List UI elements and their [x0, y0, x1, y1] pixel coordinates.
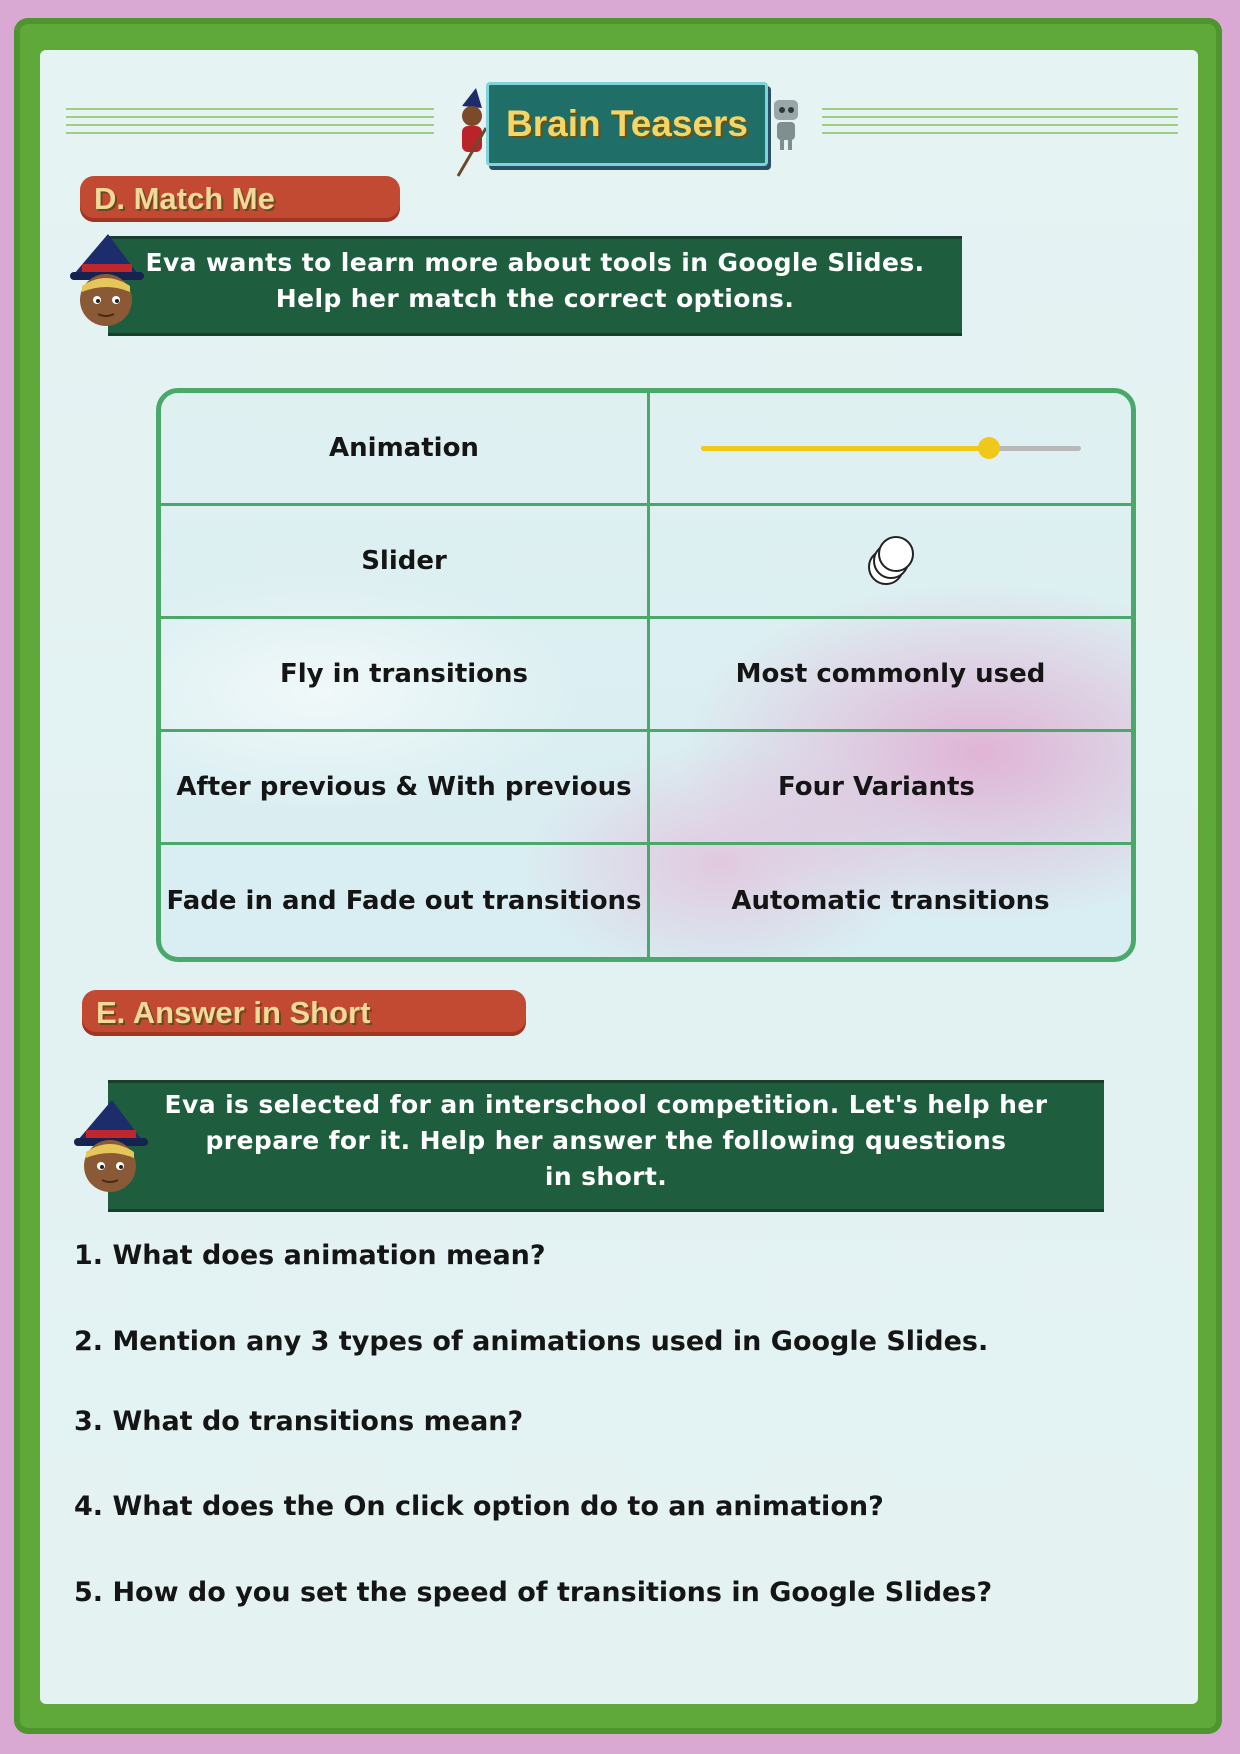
instruction-line: prepare for it. Help her answer the following questions — [205, 1126, 1007, 1155]
slider-knob — [978, 437, 1000, 459]
match-right-cell — [650, 506, 1131, 616]
section-d-tag — [80, 176, 400, 222]
match-left-cell: Fade in and Fade out transitions — [166, 886, 642, 916]
match-right-cell: Four Variants — [778, 772, 975, 802]
match-table — [156, 388, 1136, 962]
question-item: 1. What does animation mean? — [74, 1240, 546, 1271]
match-left-cell: Slider — [361, 546, 447, 576]
instruction-line: Eva wants to learn more about tools in Google Slides. — [145, 248, 925, 277]
section-d-instructions — [108, 236, 962, 336]
slider-fill — [701, 446, 990, 451]
instruction-line: Eva is selected for an interschool competition. Let's help her — [164, 1090, 1048, 1119]
table-row — [161, 393, 1131, 506]
section-e-instructions — [108, 1080, 1104, 1212]
question-item: 4. What does the On click option do to an animation? — [74, 1491, 884, 1522]
eva-face-icon — [68, 1100, 152, 1196]
section-e-tag — [82, 990, 526, 1036]
table-row — [161, 732, 1131, 845]
instruction-line: in short. — [544, 1162, 668, 1191]
match-left-cell: Animation — [329, 433, 479, 463]
section-d-title: D. Match Me — [94, 181, 275, 216]
banner-title: Brain Teasers — [506, 103, 748, 144]
instruction-line: Help her match the correct options. — [275, 284, 795, 313]
stacked-circles-icon — [861, 529, 921, 593]
question-item: 2. Mention any 3 types of animations used in Google Slides. — [74, 1326, 989, 1357]
match-left-cell: Fly in transitions — [279, 659, 529, 689]
robot-mascot-icon — [766, 96, 806, 152]
header-rule-left — [66, 108, 434, 144]
eva-face-icon — [64, 234, 148, 330]
question-item: 5. How do you set the speed of transitions in Google Slides? — [74, 1577, 993, 1608]
section-e-title: E. Answer in Short — [96, 995, 371, 1030]
header-rule-right — [822, 108, 1178, 144]
table-row — [161, 506, 1131, 619]
table-row — [161, 619, 1131, 732]
match-right-cell: Automatic transitions — [731, 886, 1050, 916]
match-right-cell: Most commonly used — [735, 659, 1046, 689]
table-row — [161, 845, 1131, 957]
match-left-cell: After previous & With previous — [176, 772, 632, 802]
question-item: 3. What do transitions mean? — [74, 1406, 524, 1437]
brain-teasers-banner — [486, 82, 768, 166]
slider-track — [701, 446, 1081, 451]
slider-icon — [650, 393, 1131, 503]
